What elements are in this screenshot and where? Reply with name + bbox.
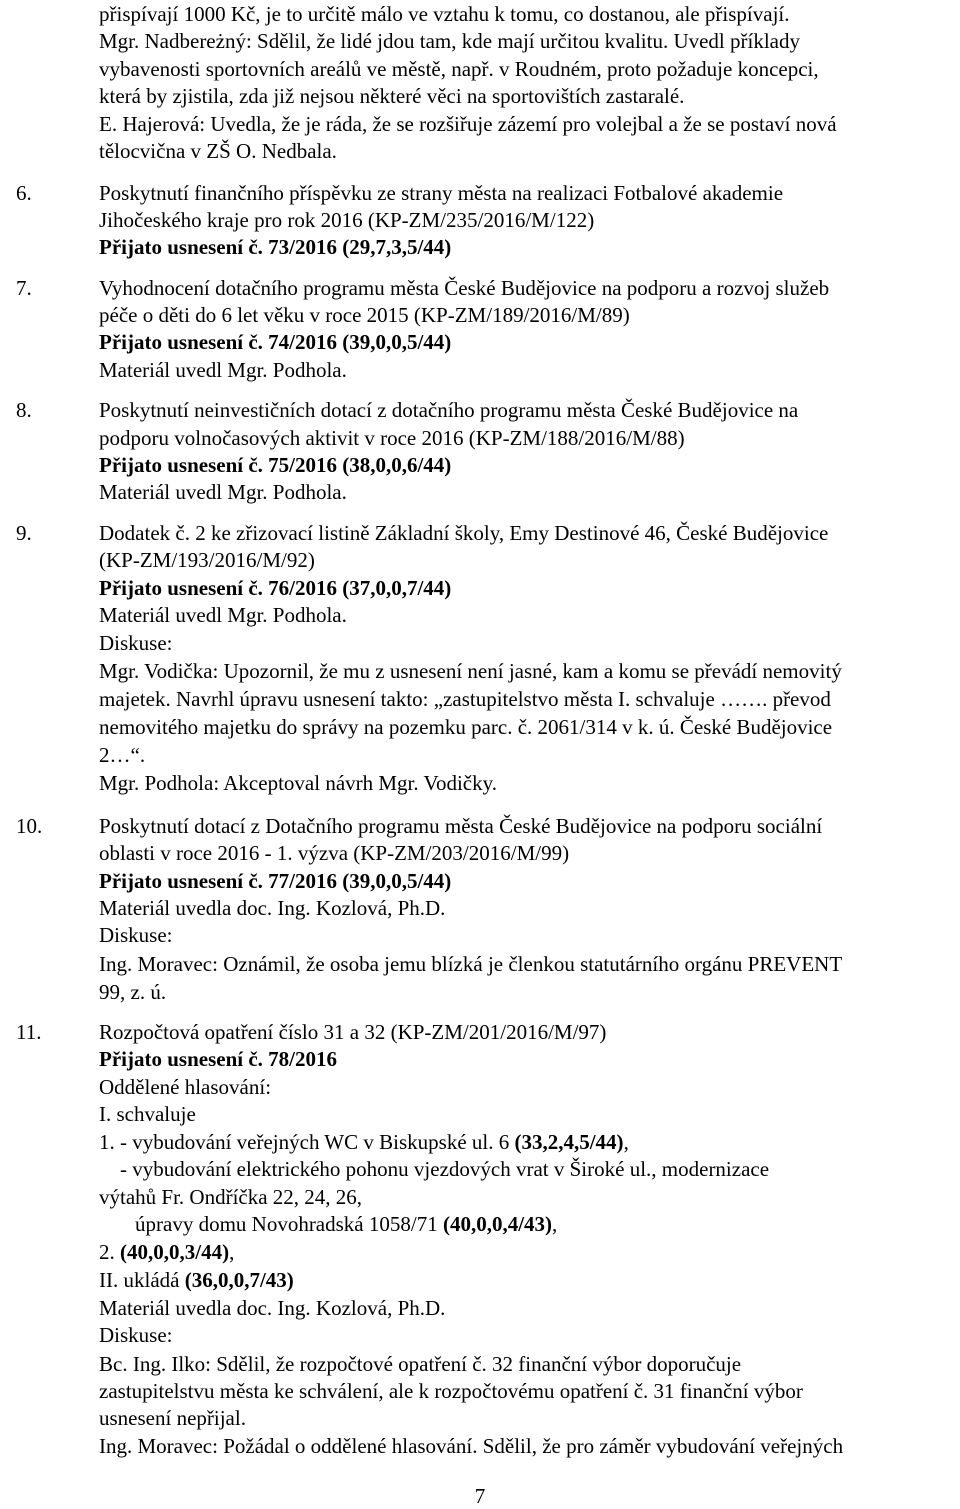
discussion-line: majetek. Navrhl úpravu usnesení takto: „zastupitelstvo města I. schvaluje ……. převod	[99, 687, 831, 711]
discussion-line: Mgr. Podhola: Akceptoval návrh Mgr. Vodičky.	[99, 771, 498, 795]
resolution-line: Přijato usnesení č. 75/2016 (38,0,0,6/44)	[99, 453, 452, 477]
resolution-line: Přijato usnesení č. 73/2016 (29,7,3,5/44)	[99, 235, 452, 259]
approve-label: I. schvaluje	[99, 1102, 196, 1126]
punctuation: ,	[552, 1212, 558, 1236]
item-number: 6.	[16, 181, 32, 205]
item-title-line: Poskytnutí dotací z Dotačního programu města České Budějovice na podporu sociální	[99, 814, 823, 838]
voting-point-text: II. ukládá	[99, 1268, 185, 1292]
discussion-line: 2…“.	[99, 743, 146, 767]
item-number: 9.	[16, 521, 32, 545]
item-title-line: Dodatek č. 2 ke zřizovací listině Základní školy, Emy Destinové 46, České Budějovice	[99, 521, 829, 545]
presenter-line: Materiál uvedl Mgr. Podhola.	[99, 480, 347, 504]
voting-point: výtahů Fr. Ondříčka 22, 24, 26,	[99, 1185, 363, 1209]
voting-label: Oddělené hlasování:	[99, 1075, 272, 1099]
voting-point	[99, 1267, 294, 1293]
vote-result: (40,0,0,3/44)	[120, 1240, 230, 1264]
discussion-line: nemovitého majetku do správy na pozemku parc. č. 2061/314 v k. ú. České Budějovice	[99, 715, 833, 739]
presenter-line: Materiál uvedl Mgr. Podhola.	[99, 358, 347, 382]
vote-result: (36,0,0,7/43)	[184, 1268, 294, 1292]
resolution-line: Přijato usnesení č. 76/2016 (37,0,0,7/44)	[99, 576, 452, 600]
voting-point-text: 1. - vybudování veřejných WC v Biskupské ul. 6	[99, 1130, 515, 1154]
discussion-line: Mgr. Vodička: Upozornil, že mu z usnesení není jasné, kam a komu se převádí nemovitý	[99, 659, 842, 683]
discussion-line: Ing. Moravec: Požádal o oddělené hlasování. Sdělil, že pro záměr vybudování veřejných	[99, 1434, 844, 1458]
punctuation: ,	[623, 1130, 629, 1154]
item-title-line: podporu volnočasových aktivit v roce 2016 (KP-ZM/188/2016/M/88)	[99, 426, 685, 450]
punctuation: ,	[229, 1240, 235, 1264]
item-title-line: Poskytnutí finančního příspěvku ze strany města na realizaci Fotbalové akademie	[99, 181, 784, 205]
intro-line: tělocvična v ZŠ O. Nedbala.	[99, 139, 337, 163]
presenter-line: Materiál uvedla doc. Ing. Kozlová, Ph.D.	[99, 1296, 446, 1320]
intro-line: vybavenosti sportovních areálů ve městě, např. v Roudném, proto požaduje koncepci,	[99, 57, 819, 81]
intro-line: která by zjistila, zda již nejsou některé věci na sportovištích zastaralé.	[99, 84, 685, 108]
voting-point: - vybudování elektrického pohonu vjezdových vrat v Široké ul., modernizace	[120, 1157, 770, 1181]
voting-point	[99, 1239, 234, 1265]
discussion-line: Bc. Ing. Ilko: Sdělil, že rozpočtové opatření č. 32 finanční výbor doporučuje	[99, 1352, 742, 1376]
intro-line: E. Hajerová: Uvedla, že je ráda, že se rozšiřuje zázemí pro volejbal a že se postaví nová	[99, 112, 837, 136]
voting-point-text: 2.	[99, 1240, 120, 1264]
item-title-line: oblasti v roce 2016 - 1. výzva (KP-ZM/203/2016/M/99)	[99, 841, 570, 865]
resolution-line: Přijato usnesení č. 74/2016 (39,0,0,5/44)	[99, 330, 452, 354]
voting-point-text: úpravy domu Novohradská 1058/71	[135, 1212, 443, 1236]
item-title-line: Vyhodnocení dotačního programu města České Budějovice na podporu a rozvoj služeb	[99, 276, 830, 300]
item-number: 11.	[16, 1020, 42, 1044]
discussion-line: zastupitelstvu města ke schválení, ale k rozpočtovému opatření č. 31 finanční výbor	[99, 1379, 803, 1403]
intro-line: Mgr. Nadbereżný: Sdělil, že lidé jdou tam, kde mají určitou kvalitu. Uvedl příklady	[99, 29, 800, 53]
presenter-line: Materiál uvedla doc. Ing. Kozlová, Ph.D.	[99, 896, 446, 920]
item-title-line: Rozpočtová opatření číslo 31 a 32 (KP-ZM/201/2016/M/97)	[99, 1020, 607, 1044]
item-title-line: Jihočeského kraje pro rok 2016 (KP-ZM/235/2016/M/122)	[99, 208, 595, 232]
discussion-label: Diskuse:	[99, 1323, 173, 1347]
page-number: 7	[474, 1484, 486, 1508]
discussion-label: Diskuse:	[99, 923, 173, 947]
item-number: 10.	[16, 814, 43, 838]
item-title-line: Poskytnutí neinvestičních dotací z dotačního programu města České Budějovice na	[99, 398, 799, 422]
vote-result: (40,0,0,4/43)	[442, 1212, 553, 1236]
intro-line: přispívají 1000 Kč, je to určitě málo ve vztahu k tomu, co dostanou, ale přispívají.	[99, 2, 790, 26]
resolution-line: Přijato usnesení č. 77/2016 (39,0,0,5/44)	[99, 869, 452, 893]
discussion-line: 99, z. ú.	[99, 980, 167, 1004]
item-title-line: (KP-ZM/193/2016/M/92)	[99, 548, 315, 572]
discussion-label: Diskuse:	[99, 631, 173, 655]
vote-result: (33,2,4,5/44)	[514, 1130, 624, 1154]
item-number: 8.	[16, 398, 32, 422]
item-title-line: péče o děti do 6 let věku v roce 2015 (KP-ZM/189/2016/M/89)	[99, 303, 630, 327]
item-number: 7.	[16, 276, 32, 300]
resolution-line: Přijato usnesení č. 78/2016	[99, 1047, 337, 1071]
discussion-line: usnesení nepřijal.	[99, 1406, 246, 1430]
voting-point	[99, 1129, 629, 1155]
presenter-line: Materiál uvedl Mgr. Podhola.	[99, 603, 347, 627]
discussion-line: Ing. Moravec: Oznámil, že osoba jemu blízká je členkou statutárního orgánu PREVENT	[99, 952, 843, 976]
voting-point	[135, 1211, 557, 1237]
